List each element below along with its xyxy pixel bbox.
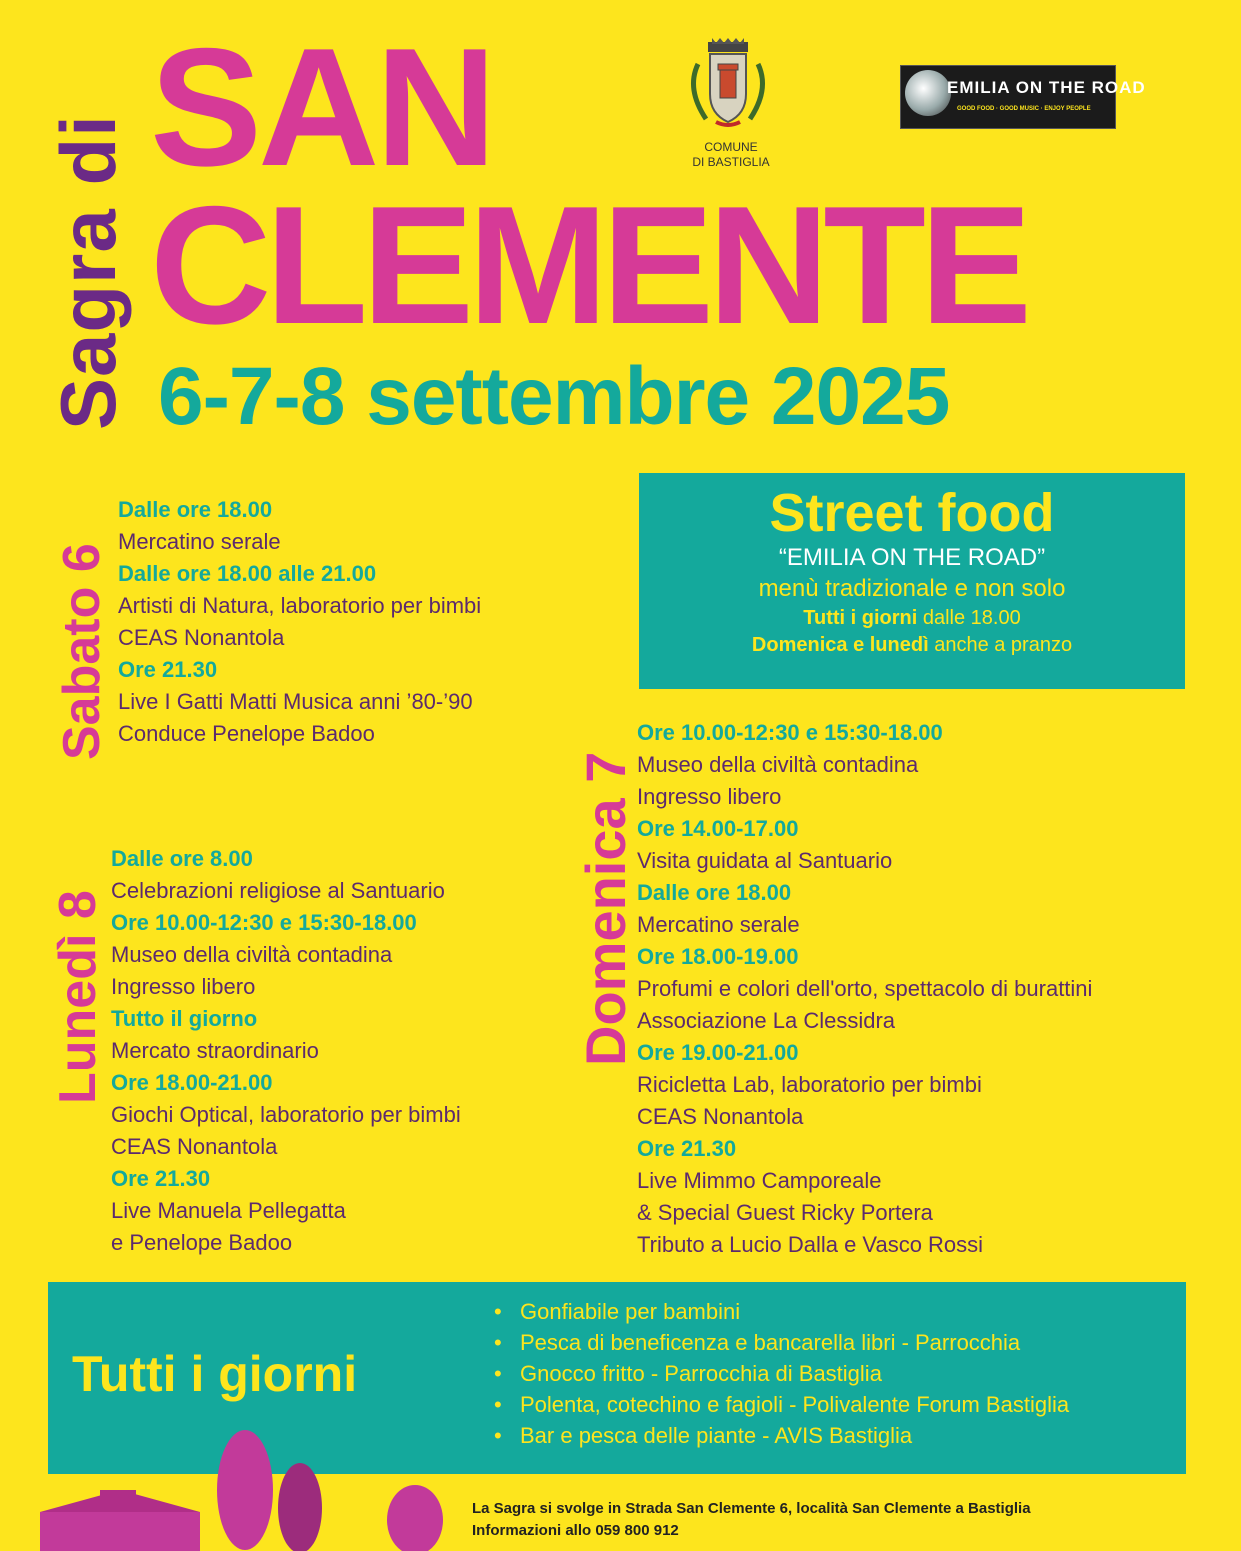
- tutti-list-item: [494, 1420, 1069, 1451]
- tutti-list-item-text: Gonfiabile per bambini: [520, 1299, 741, 1324]
- program-activity: e Penelope Badoo: [111, 1230, 293, 1255]
- street-food-lunch: [639, 632, 1185, 659]
- program-activity: Giochi Optical, laboratorio per bimbi: [111, 1102, 461, 1127]
- emilia-logo-tagline: GOOD FOOD · GOOD MUSIC · ENJOY PEOPLE: [957, 106, 1091, 112]
- street-food-menu: menù tradizionale e non solo: [758, 575, 1066, 602]
- tutti-list-item-text: Bar e pesca delle piante - AVIS Bastiglia: [520, 1423, 913, 1448]
- lunch-days-label: Domenica e lunedì: [751, 634, 929, 656]
- street-food-box: [639, 473, 1185, 689]
- lunch-days-value: anche a pranzo: [928, 634, 1073, 656]
- program-activity: Mercatino serale: [118, 529, 281, 554]
- footer-phone: Informazioni allo 059 800 912: [472, 1522, 679, 1539]
- program-activity: CEAS Nonantola: [637, 1104, 804, 1129]
- program-activity: Museo della civiltà contadina: [637, 752, 919, 777]
- program-time: Tutto il giorno: [111, 1006, 258, 1031]
- program-activity: Tributo a Lucio Dalla e Vasco Rossi: [637, 1232, 984, 1257]
- hours-everyday-value: dalle 18.00: [917, 607, 1021, 629]
- program-time: Ore 19.00-21.00: [637, 1040, 799, 1065]
- bullet-icon: •: [494, 1330, 502, 1355]
- emilia-on-the-road-logo: [900, 65, 1146, 129]
- program-time: Ore 14.00-17.00: [637, 816, 799, 841]
- bullet-icon: •: [494, 1299, 502, 1324]
- tutti-list-item: [494, 1327, 1069, 1358]
- bullet-icon: •: [494, 1392, 502, 1417]
- program-activity: Museo della civiltà contadina: [111, 942, 393, 967]
- program-activity: Conduce Penelope Badoo: [118, 721, 375, 746]
- footer-info: [472, 1498, 1031, 1542]
- tutti-list-item: [494, 1358, 1069, 1389]
- program-activity: Live I Gatti Matti Musica anni ’80-’90: [118, 689, 473, 714]
- program-time: Ore 21.30: [637, 1136, 737, 1161]
- tutti-list-item: [494, 1296, 1069, 1327]
- program-activity: Ingresso libero: [111, 974, 256, 999]
- program-activity: Mercatino serale: [637, 912, 800, 937]
- bullet-icon: •: [494, 1361, 502, 1386]
- sagra-di-vertical-title: Sagra di: [44, 114, 132, 430]
- comune-line1: COMUNE: [704, 140, 758, 154]
- tutti-list-item-text: Polenta, cotechino e fagioli - Polivalente Forum Bastiglia: [520, 1392, 1070, 1417]
- program-activity: Profumi e colori dell'orto, spettacolo di burattini: [637, 976, 1093, 1001]
- program-time: Dalle ore 8.00: [111, 846, 253, 871]
- program-activity: Live Manuela Pellegatta: [111, 1198, 346, 1223]
- program-time: Ore 18.00-21.00: [111, 1070, 273, 1095]
- comune-line2: DI BASTIGLIA: [692, 155, 770, 169]
- program-time: Ore 18.00-19.00: [637, 944, 799, 969]
- disco-ball-icon: [905, 70, 951, 116]
- emilia-logo-title: EMILIA ON THE ROAD: [947, 78, 1146, 97]
- title-san: SAN: [150, 13, 493, 201]
- program-activity: Live Mimmo Camporeale: [637, 1168, 882, 1193]
- program-time: Ore 21.30: [118, 657, 218, 682]
- day-label-domenica: Domenica 7: [574, 751, 637, 1066]
- program-time: Dalle ore 18.00: [118, 497, 273, 522]
- event-dates: 6-7-8 settembre 2025: [158, 351, 950, 442]
- street-food-hours: [639, 605, 1185, 632]
- program-activity: Ingresso libero: [637, 784, 782, 809]
- program-activity: Visita guidata al Santuario: [637, 848, 893, 873]
- street-food-name: “EMILIA ON THE ROAD”: [778, 544, 1046, 571]
- tutti-i-giorni-list: [494, 1296, 1069, 1451]
- program-activity: CEAS Nonantola: [111, 1134, 278, 1159]
- footer-location: La Sagra si svolge in Strada San Clemente 6, località San Clemente a Bastiglia: [472, 1500, 1031, 1517]
- program-sabato: [118, 494, 481, 750]
- tutti-list-item-text: Gnocco fritto - Parrocchia di Bastiglia: [520, 1361, 882, 1386]
- tutti-i-giorni-title: Tutti i giorni: [72, 1346, 358, 1402]
- day-label-lunedi: Lunedì 8: [49, 890, 107, 1104]
- program-activity: CEAS Nonantola: [118, 625, 285, 650]
- program-activity: Associazione La Clessidra: [637, 1008, 896, 1033]
- program-activity: Celebrazioni religiose al Santuario: [111, 878, 445, 903]
- program-time: Dalle ore 18.00: [637, 880, 792, 905]
- program-activity: Ricicletta Lab, laboratorio per bimbi: [637, 1072, 982, 1097]
- comune-bastiglia-crest-icon: [678, 34, 778, 134]
- program-time: Ore 10.00-12:30 e 15:30-18.00: [637, 720, 943, 745]
- program-time: Ore 21.30: [111, 1166, 211, 1191]
- hours-everyday-label: Tutti i giorni: [803, 607, 918, 629]
- program-activity: & Special Guest Ricky Portera: [637, 1200, 933, 1225]
- comune-name: [676, 140, 786, 170]
- program-lunedi: [111, 843, 461, 1259]
- program-activity: Mercato straordinario: [111, 1038, 319, 1063]
- program-domenica: [637, 717, 1092, 1261]
- tutti-list-item-text: Pesca di beneficenza e bancarella libri - Parrocchia: [520, 1330, 1021, 1355]
- bullet-icon: •: [494, 1423, 502, 1448]
- tutti-list-item: [494, 1389, 1069, 1420]
- trees-and-sanctuary-illustration: [30, 1430, 470, 1551]
- program-time: Dalle ore 18.00 alle 21.00: [118, 561, 377, 586]
- program-time: Ore 10.00-12:30 e 15:30-18.00: [111, 910, 417, 935]
- street-food-title: Street food: [769, 483, 1055, 543]
- program-activity: Artisti di Natura, laboratorio per bimbi: [118, 593, 482, 618]
- title-clemente: CLEMENTE: [150, 171, 1026, 359]
- day-label-sabato: Sabato 6: [53, 543, 111, 760]
